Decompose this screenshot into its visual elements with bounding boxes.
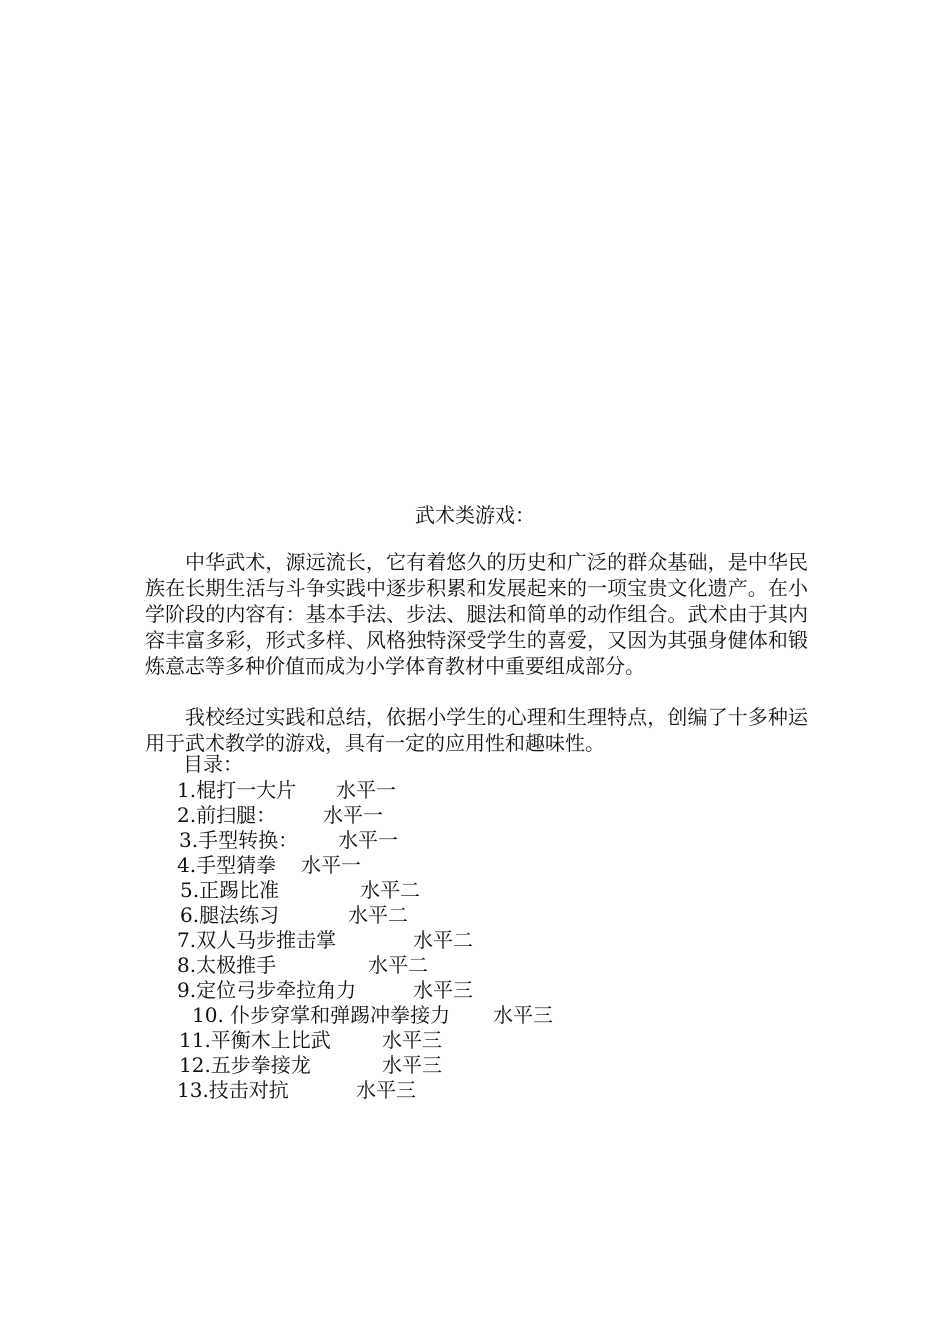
toc-item-7: 7.双人马步推击掌: [177, 928, 337, 952]
toc-item-6: 6.腿法练习: [180, 903, 280, 927]
toc-level-6: 水平二: [348, 903, 408, 927]
toc-item-12: 12.五步拳接龙: [179, 1053, 311, 1077]
intro-paragraph: 中华武术，源远流长，它有着悠久的历史和广泛的群众基础，是中华民族在长期生活与斗争实践中逐步积累和发展起来的一项宝贵文化遗产。在小学阶段的内容有：基本手法、步法、腿法和简单的动作组合。武术由于其内容丰富多彩，形式多样、风格独特深受学生的喜爱，又因为其强身健体和锻炼意志等多种价值而成为小学体育教材中重要组成部分。: [145, 550, 808, 678]
toc-item-13: 13.技击对抗: [177, 1078, 289, 1102]
toc-item-3: 3.手型转换：: [179, 828, 299, 852]
toc-item-5: 5.正踢比准: [180, 878, 280, 902]
toc-level-1: 水平一: [336, 778, 396, 802]
toc-level-11: 水平三: [382, 1028, 442, 1052]
toc-level-2: 水平一: [323, 803, 383, 827]
summary-paragraph: 我校经过实践和总结，依据小学生的心理和生理特点，创编了十多种运用于武术教学的游戏，具有一定的应用性和趣味性。: [145, 705, 808, 755]
toc-item-8: 8.太极推手: [177, 953, 277, 977]
toc-level-12: 水平三: [382, 1053, 442, 1077]
toc-item-11: 11.平衡木上比武: [179, 1028, 331, 1052]
document-title: 武术类游戏：: [415, 503, 535, 527]
toc-item-10: 10. 仆步穿掌和弹踢冲拳接力: [192, 1003, 451, 1027]
toc-level-4: 水平一: [301, 853, 361, 877]
toc-heading: 目录：: [183, 752, 243, 776]
toc-item-1: 1.棍打一大片: [177, 778, 297, 802]
toc-item-4: 4.手型猜拳: [177, 853, 277, 877]
toc-level-10: 水平三: [493, 1003, 553, 1027]
toc-item-2: 2.前扫腿：: [177, 803, 277, 827]
toc-item-9: 9.定位弓步牵拉角力: [177, 978, 357, 1002]
toc-level-9: 水平三: [413, 978, 473, 1002]
toc-level-13: 水平三: [356, 1078, 416, 1102]
toc-level-7: 水平二: [413, 928, 473, 952]
toc-level-8: 水平二: [368, 953, 428, 977]
toc-level-5: 水平二: [360, 878, 420, 902]
toc-level-3: 水平一: [338, 828, 398, 852]
